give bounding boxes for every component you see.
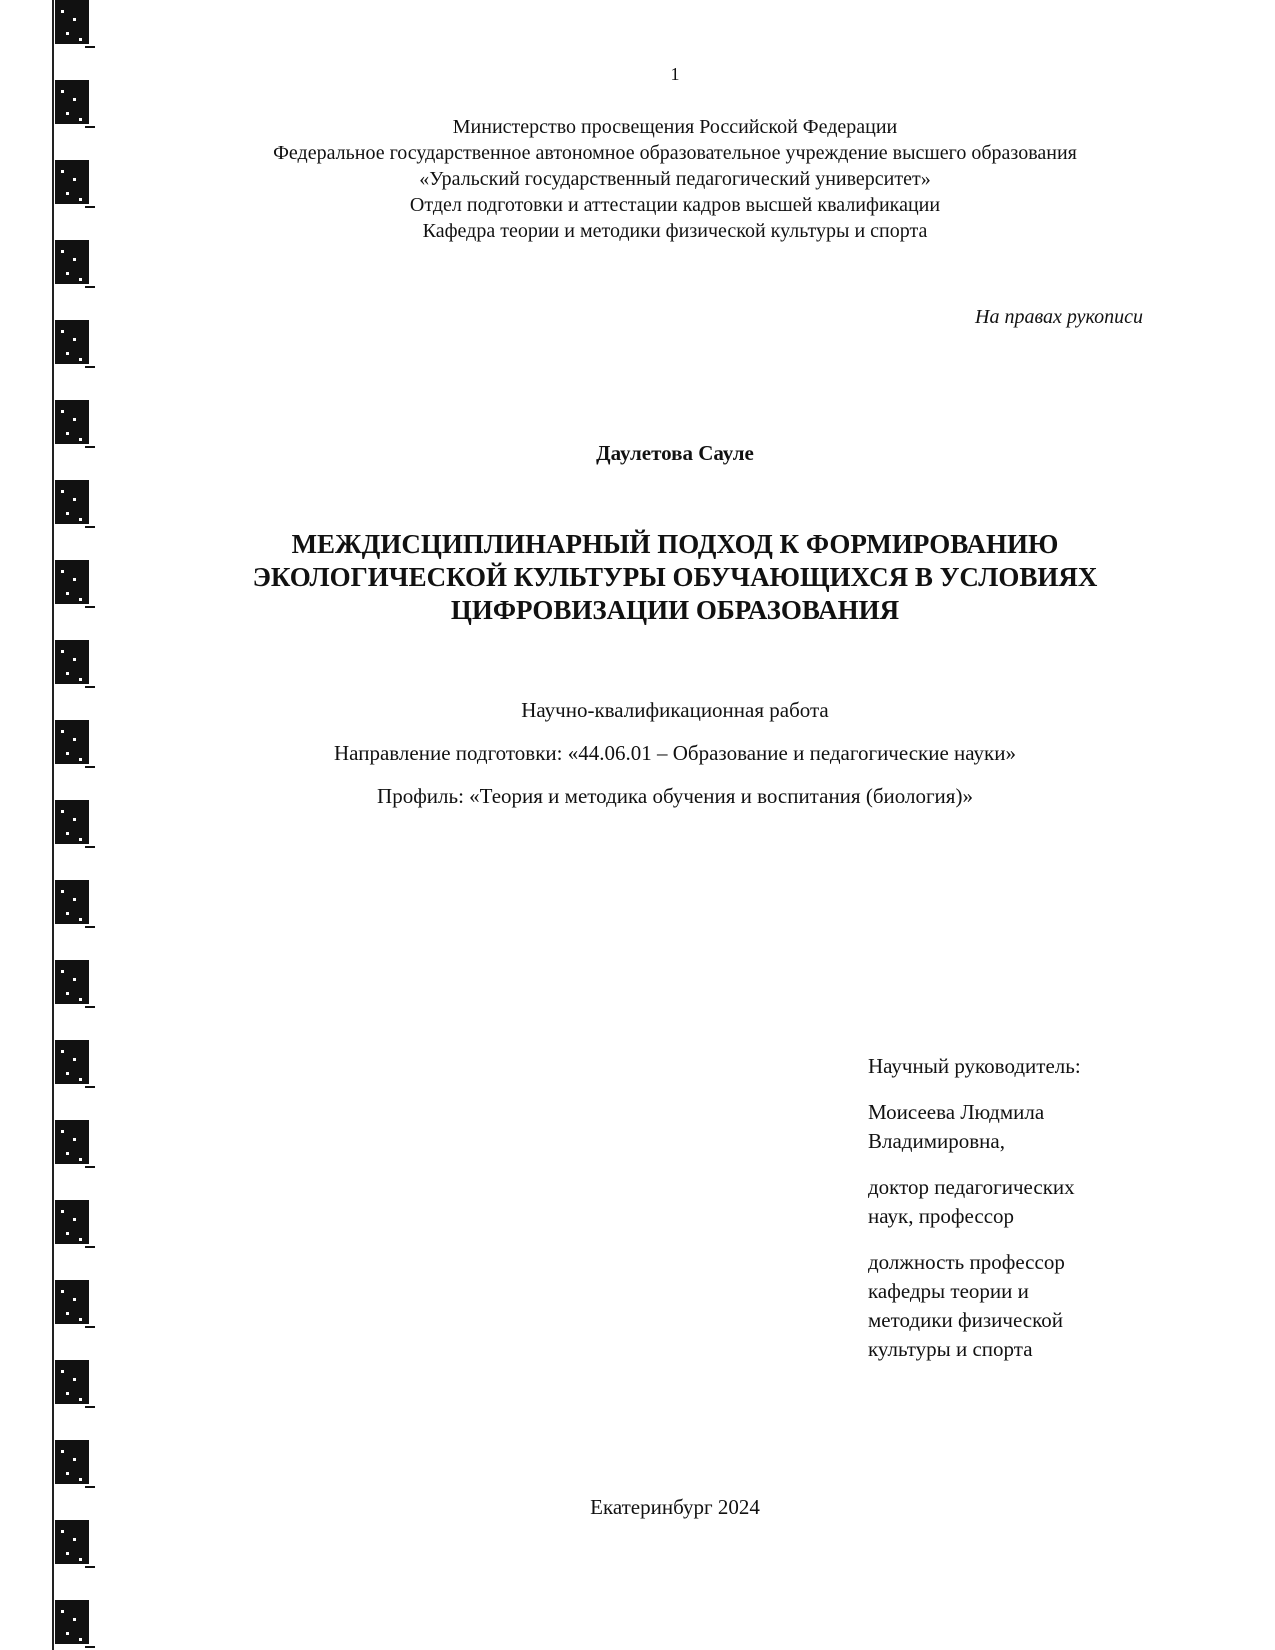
supervisor-position-line: должность профессор	[868, 1250, 1065, 1274]
binding-edge-line	[52, 0, 54, 1650]
binding-hole	[55, 560, 89, 604]
page-number: 1	[670, 64, 680, 84]
author-name: Даулетова Сауле	[596, 441, 754, 465]
binding-hole	[55, 1040, 89, 1084]
binding-hole	[55, 400, 89, 444]
binding-hole	[55, 80, 89, 124]
supervisor-position-line: кафедры теории и	[868, 1279, 1029, 1303]
study-profile: Профиль: «Теория и методика обучения и воспитания (биология)»	[377, 784, 973, 808]
manuscript-note: На правах рукописи	[975, 306, 1143, 328]
supervisor-label: Научный руководитель:	[868, 1054, 1081, 1078]
chair-line: Кафедра теории и методики физической культуры и спорта	[422, 220, 928, 242]
title-line: ЦИФРОВИЗАЦИИ ОБРАЗОВАНИЯ	[450, 595, 900, 625]
supervisor-name-line: Владимировна,	[868, 1129, 1005, 1153]
supervisor-position	[868, 1248, 1168, 1364]
binding-hole	[55, 160, 89, 204]
binding-hole	[55, 1600, 89, 1644]
binding-hole	[55, 1120, 89, 1164]
binding-hole	[55, 0, 89, 44]
supervisor-name	[868, 1098, 1168, 1156]
supervisor-degree-line: наук, профессор	[868, 1204, 1015, 1228]
supervisor-name-line: Моисеева Людмила	[868, 1100, 1045, 1124]
title-line: ЭКОЛОГИЧЕСКОЙ КУЛЬТУРЫ ОБУЧАЮЩИХСЯ В УСЛОВИЯХ	[252, 562, 1098, 592]
work-type: Научно-квалификационная работа	[521, 698, 829, 722]
institution-type-line: Федеральное государственное автономное образовательное учреждение высшего образования	[273, 142, 1077, 164]
ministry-line: Министерство просвещения Российской Федерации	[452, 116, 898, 138]
supervisor-position-line: методики физической	[868, 1308, 1063, 1332]
binding-hole	[55, 640, 89, 684]
supervisor-degree	[868, 1173, 1168, 1231]
binding-hole	[55, 960, 89, 1004]
title-line: МЕЖДИСЦИПЛИНАРНЫЙ ПОДХОД К ФОРМИРОВАНИЮ	[291, 529, 1059, 559]
binding-hole	[55, 880, 89, 924]
spiral-binding-strip	[50, 0, 94, 1650]
binding-hole	[55, 320, 89, 364]
binding-hole	[55, 1280, 89, 1324]
supervisor-position-line: культуры и спорта	[868, 1337, 1033, 1361]
binding-hole	[55, 480, 89, 524]
study-direction: Направление подготовки: «44.06.01 – Образование и педагогические науки»	[334, 741, 1016, 765]
university-name-line: «Уральский государственный педагогический университет»	[419, 168, 931, 190]
binding-hole	[55, 800, 89, 844]
supervisor-block	[868, 1052, 1168, 1381]
thesis-title	[225, 528, 1125, 627]
binding-hole	[55, 1520, 89, 1564]
binding-hole	[55, 1200, 89, 1244]
binding-hole	[55, 1440, 89, 1484]
city-year: Екатеринбург 2024	[590, 1495, 760, 1519]
binding-hole	[55, 1360, 89, 1404]
supervisor-degree-line: доктор педагогических	[868, 1175, 1075, 1199]
department-line: Отдел подготовки и аттестации кадров высшей квалификации	[409, 194, 941, 216]
binding-hole	[55, 240, 89, 284]
binding-hole	[55, 720, 89, 764]
institution-header	[230, 114, 1120, 244]
